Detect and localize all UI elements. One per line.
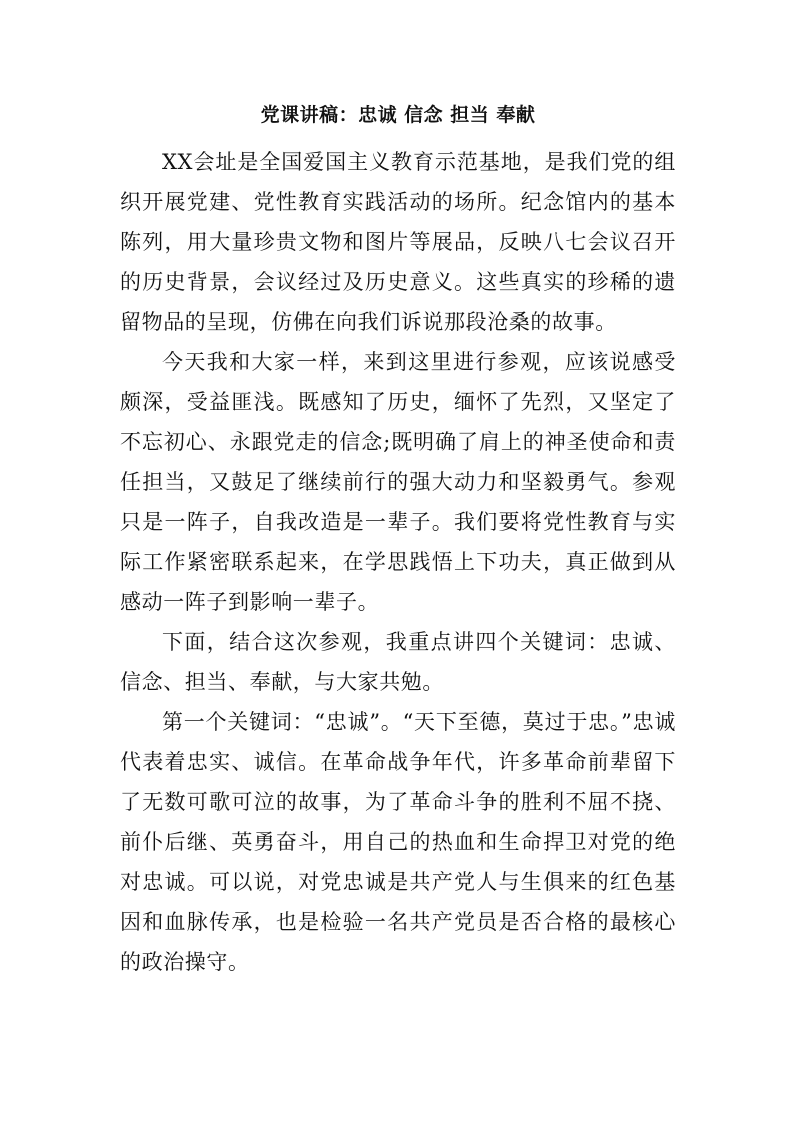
paragraph-4: 第一个关键词：“忠诚”。“天下至德，莫过于忠。”忠诚代表着忠实、诚信。在革命战争年代，许多革命前辈留下了无数可歌可泣的故事，为了革命斗争的胜利不屈不挠、前仆后继、英勇奋斗，用自己的热血和生命捍卫对党的绝对忠诚。可以说，对党忠诚是共产党人与生俱来的红色基因和血脉传承，也是检验一名共产党员是否合格的最核心的政治操守。 xyxy=(120,710,676,974)
paragraph-2: 今天我和大家一样，来到这里进行参观，应该说感受颇深，受益匪浅。既感知了历史，缅怀了先烈，又坚定了不忘初心、永跟党走的信念;既明确了肩上的神圣使命和责任担当，又鼓足了继续前行的强大动力和坚毅勇气。参观只是一阵子，自我改造是一辈子。我们要将党性教育与实际工作紧密联系起来，在学思践悟上下功夫，真正做到从感动一阵子到影响一辈子。 xyxy=(120,350,676,614)
paragraph-1: XX会址是全国爱国主义教育示范基地，是我们党的组织开展党建、党性教育实践活动的场所。纪念馆内的基本陈列，用大量珍贵文物和图片等展品，反映八七会议召开的历史背景，会议经过及历史意义。这些真实的珍稀的遗留物品的呈现，仿佛在向我们诉说那段沧桑的故事。 xyxy=(120,150,676,334)
document-title: 党课讲稿：忠诚 信念 担当 奉献 xyxy=(260,104,536,126)
document-page xyxy=(120,100,676,982)
paragraph-3: 下面，结合这次参观，我重点讲四个关键词：忠诚、信念、担当、奉献，与大家共勉。 xyxy=(120,630,676,694)
